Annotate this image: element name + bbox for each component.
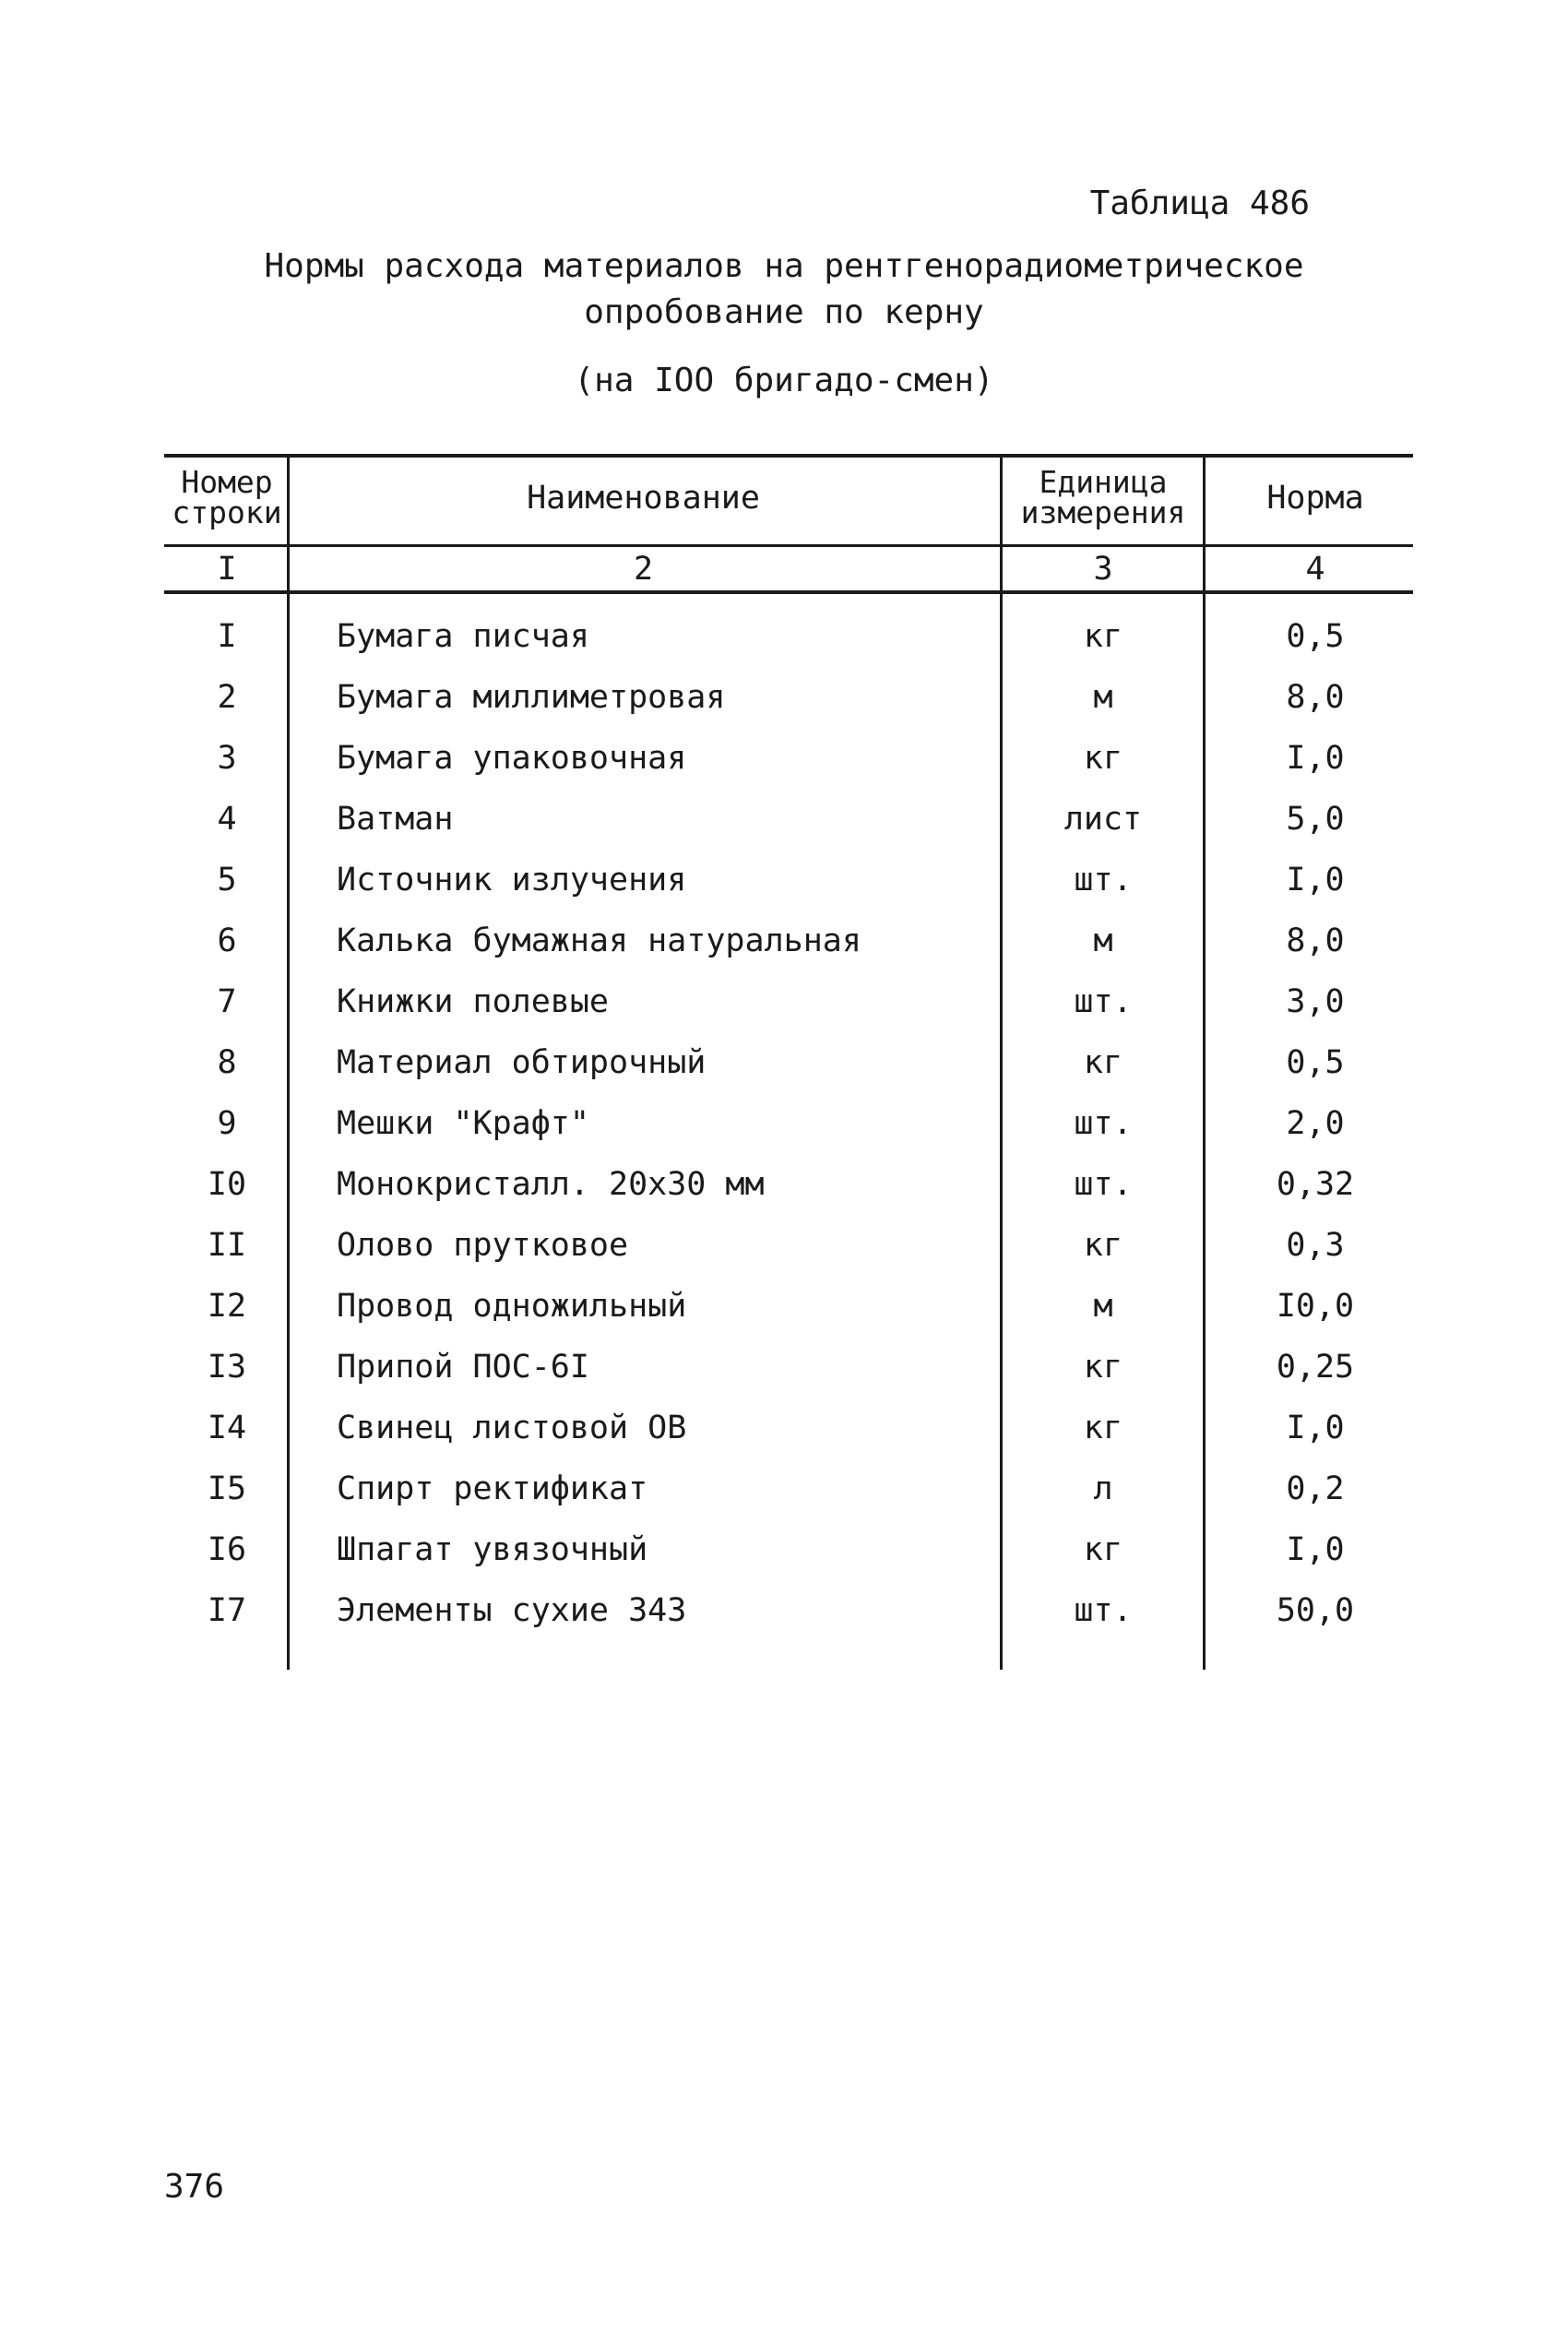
column-divider-2 (1000, 458, 1003, 1670)
row-name: Бумага миллиметровая (337, 679, 726, 716)
row-norm: 0,5 (1286, 618, 1345, 655)
header-name: Наименование (527, 480, 760, 517)
row-norm: I,0 (1286, 740, 1345, 777)
row-name: Элементы сухие 343 (337, 1592, 687, 1629)
row-number: 5 (217, 862, 237, 898)
row-number: II (207, 1227, 247, 1264)
row-norm: I,0 (1286, 1410, 1345, 1446)
row-name: Ватман (337, 801, 454, 838)
row-number: 7 (217, 983, 237, 1020)
column-numbers-bottom-rule (164, 590, 1413, 594)
row-number: 9 (217, 1105, 237, 1142)
row-norm: I,0 (1286, 1531, 1345, 1568)
row-number: 2 (217, 679, 237, 716)
header-unit (1004, 464, 1203, 530)
row-name: Книжки полевые (337, 983, 610, 1020)
row-norm: 0,25 (1276, 1349, 1355, 1386)
row-unit: шт. (1074, 1105, 1133, 1142)
header-norm: Норма (1266, 480, 1364, 517)
row-unit: лист (1063, 801, 1143, 838)
row-number: I6 (207, 1531, 247, 1568)
row-name: Материал обтирочный (337, 1044, 707, 1081)
row-name: Олово прутковое (337, 1227, 629, 1264)
row-norm: 5,0 (1286, 801, 1345, 838)
row-unit: л (1093, 1470, 1113, 1507)
row-number: I (217, 618, 237, 655)
row-unit: шт. (1074, 862, 1133, 898)
header-row-number-line1: Номер (181, 464, 273, 500)
table-top-rule (164, 454, 1413, 458)
row-number: 6 (217, 922, 237, 959)
row-name: Бумага писчая (337, 618, 589, 655)
row-number: I3 (207, 1349, 247, 1386)
row-number: I0 (207, 1166, 247, 1203)
document-title-line2: опробование по керну (584, 293, 984, 331)
column-number-2: 2 (633, 551, 654, 588)
row-unit: кг (1083, 1044, 1123, 1081)
document-title-line1: Нормы расхода материалов на рентгенорадиометрическое (264, 247, 1304, 285)
header-row-number (166, 464, 288, 530)
row-name: Спирт ректификат (337, 1470, 648, 1507)
row-number: 4 (217, 801, 237, 838)
row-name: Провод одножильный (337, 1288, 687, 1325)
row-norm: 0,2 (1286, 1470, 1345, 1507)
row-norm: 8,0 (1286, 679, 1345, 716)
row-unit: м (1093, 1288, 1113, 1325)
row-unit: кг (1083, 1410, 1123, 1446)
row-unit: кг (1083, 740, 1123, 777)
row-name: Калька бумажная натуральная (337, 922, 861, 959)
header-unit-line1: Единица (1039, 464, 1168, 500)
row-name: Шпагат увязочный (337, 1531, 648, 1568)
column-number-4: 4 (1305, 551, 1325, 588)
column-number-3: 3 (1093, 551, 1113, 588)
row-name: Свинец листовой ОВ (337, 1410, 687, 1446)
row-unit: шт. (1074, 1592, 1133, 1629)
header-bottom-rule (164, 544, 1413, 547)
column-number-1: I (217, 551, 237, 588)
row-name: Припой ПОС-6I (337, 1349, 589, 1386)
header-unit-line2: измерения (1020, 494, 1186, 530)
row-number: I2 (207, 1288, 247, 1325)
row-norm: 0,3 (1286, 1227, 1345, 1264)
row-unit: кг (1083, 1349, 1123, 1386)
row-name: Бумага упаковочная (337, 740, 687, 777)
row-norm: I0,0 (1276, 1288, 1355, 1325)
row-number: 3 (217, 740, 237, 777)
row-unit: кг (1083, 1531, 1123, 1568)
row-unit: м (1093, 679, 1113, 716)
row-number: I4 (207, 1410, 247, 1446)
row-number: I7 (207, 1592, 247, 1629)
table-label: Таблица 486 (1089, 184, 1310, 222)
row-name: Источник излучения (337, 862, 687, 898)
row-unit: шт. (1074, 983, 1133, 1020)
row-norm: 8,0 (1286, 922, 1345, 959)
row-norm: 3,0 (1286, 983, 1345, 1020)
row-unit: шт. (1074, 1166, 1133, 1203)
row-unit: м (1093, 922, 1113, 959)
row-norm: I,0 (1286, 862, 1345, 898)
header-row-number-line2: строки (172, 494, 282, 530)
row-number: 8 (217, 1044, 237, 1081)
document-subtitle: (на IOO бригадо-смен) (574, 362, 994, 399)
row-name: Мешки "Крафт" (337, 1105, 589, 1142)
row-norm: 50,0 (1276, 1592, 1355, 1629)
column-divider-3 (1203, 458, 1206, 1670)
row-norm: 0,5 (1286, 1044, 1345, 1081)
row-number: I5 (207, 1470, 247, 1507)
page-number: 376 (164, 2168, 225, 2206)
row-norm: 0,32 (1276, 1166, 1355, 1203)
row-norm: 2,0 (1286, 1105, 1345, 1142)
row-unit: кг (1083, 618, 1123, 655)
row-name: Монокристалл. 20х30 мм (337, 1166, 765, 1203)
row-unit: кг (1083, 1227, 1123, 1264)
